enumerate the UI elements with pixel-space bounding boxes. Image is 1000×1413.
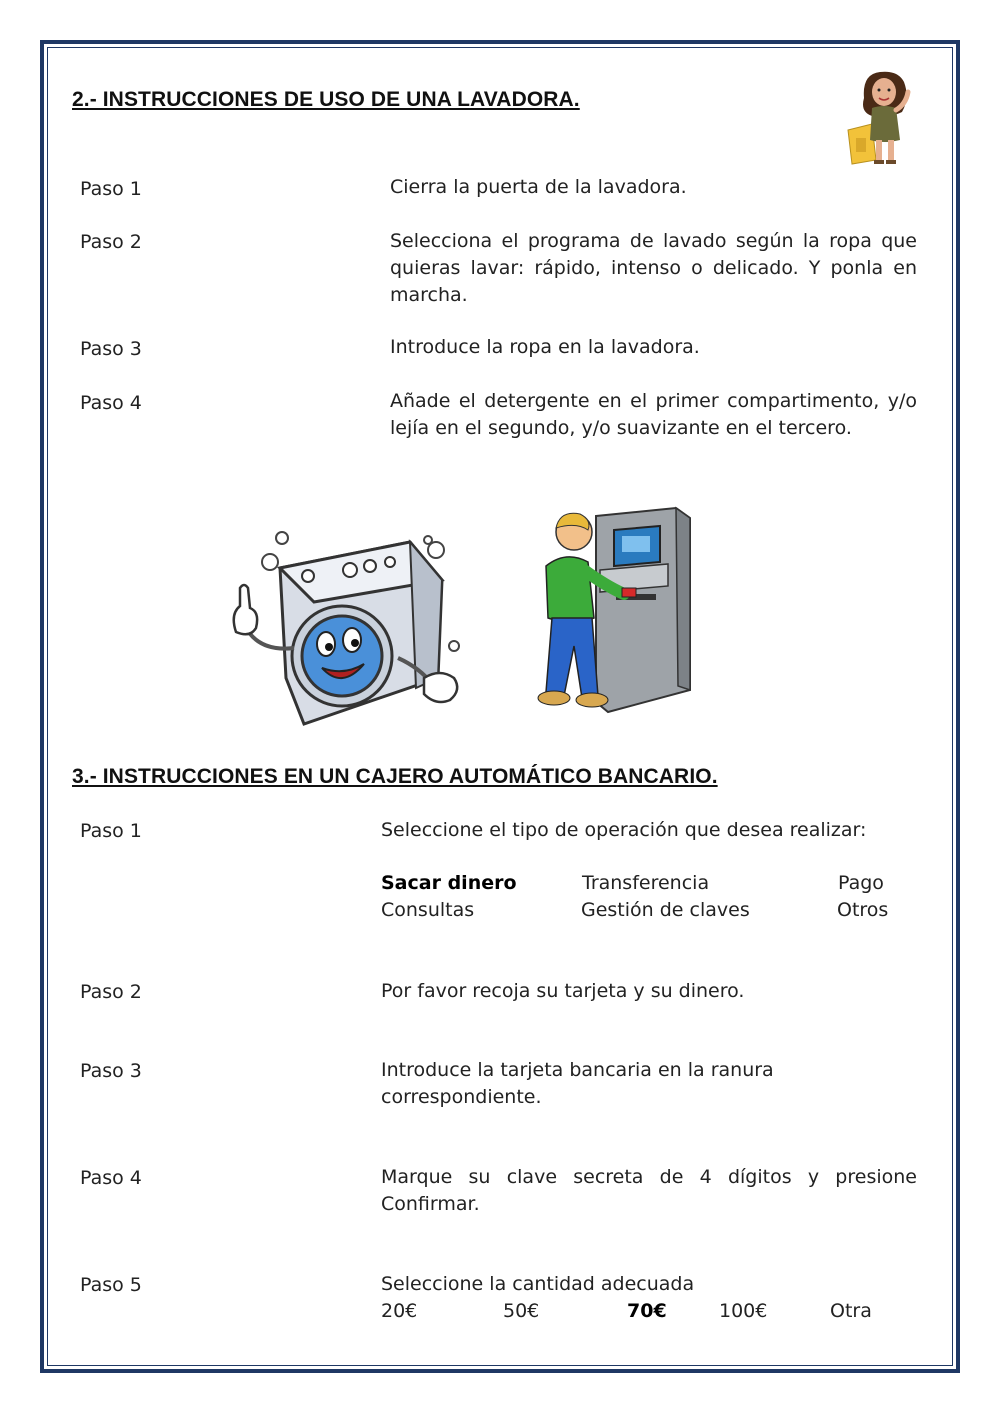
step-label: Paso 1 (80, 178, 142, 200)
operation-option: Sacar dinero (381, 872, 517, 894)
operation-option: Consultas (381, 899, 475, 921)
step-text: Introduce la ropa en la lavadora. (390, 336, 700, 358)
operation-option: Pago (838, 872, 884, 894)
washing-machine-icon (210, 528, 470, 728)
amount-option: 20€ (381, 1300, 418, 1322)
step-label: Paso 5 (80, 1274, 142, 1296)
operation-option: Transferencia (582, 872, 710, 894)
step-label: Paso 2 (80, 231, 142, 253)
step-text: Seleccione la cantidad adecuada (381, 1273, 695, 1295)
amount-option: 50€ (503, 1300, 540, 1322)
amount-option: Otra (830, 1300, 872, 1322)
teacher-avatar-icon (842, 68, 922, 168)
atm-user-icon (526, 506, 696, 716)
section-2-title: 2.- INSTRUCCIONES DE USO DE UNA LAVADORA. (72, 88, 580, 111)
amount-option: 100€ (719, 1300, 768, 1322)
operation-option: Gestión de claves (581, 899, 750, 921)
step-label: Paso 4 (80, 1167, 142, 1189)
step-text: Selecciona el programa de lavado según la ropa que quieras lavar: rápido, intenso o delicado. Y ponla en marcha. (390, 230, 917, 306)
step-text: Seleccione el tipo de operación que desea realizar: (381, 819, 867, 841)
step-label: Paso 3 (80, 1060, 142, 1082)
step-label: Paso 2 (80, 981, 142, 1003)
step-text: Marque su clave secreta de 4 dígitos y presione Confirmar. (381, 1166, 917, 1215)
step-text: Por favor recoja su tarjeta y su dinero. (381, 980, 745, 1002)
step-text: Introduce la tarjeta bancaria en la ranura correspondiente. (381, 1059, 774, 1108)
step-text: Cierra la puerta de la lavadora. (390, 176, 687, 198)
step-label: Paso 1 (80, 820, 142, 842)
section-3-title: 3.- INSTRUCCIONES EN UN CAJERO AUTOMÁTICO BANCARIO. (72, 765, 718, 788)
amount-option: 70€ (627, 1300, 667, 1322)
step-label: Paso 3 (80, 338, 142, 360)
step-text: Añade el detergente en el primer compartimento, y/o lejía en el segundo, y/o suavizante en el tercero. (390, 390, 917, 439)
step-label: Paso 4 (80, 392, 142, 414)
operation-option: Otros (837, 899, 889, 921)
